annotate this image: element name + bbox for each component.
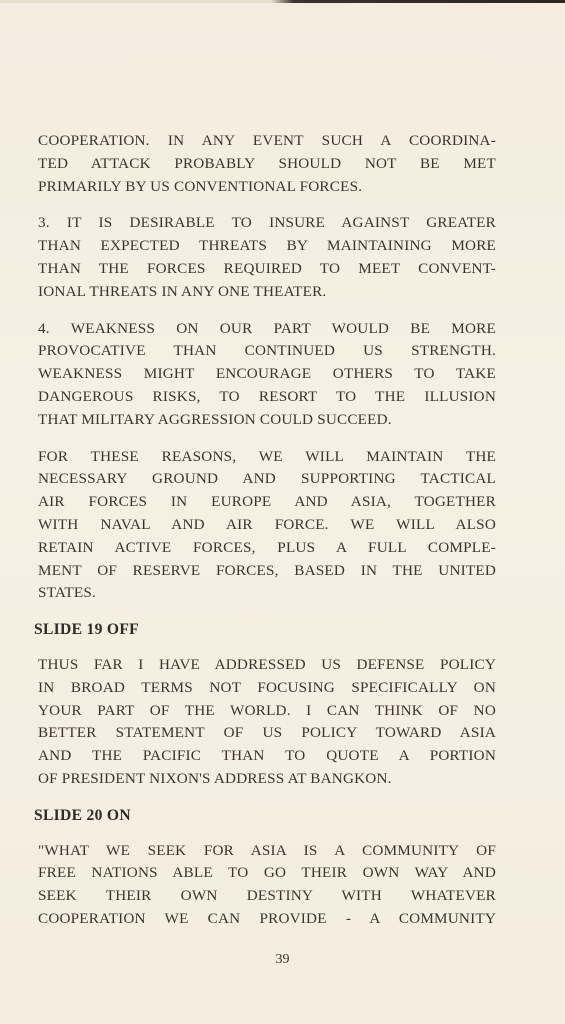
text-line: YOUR PART OF THE WORLD. I CAN THINK OF NO: [38, 701, 496, 719]
text-line: PROVOCATIVE THAN CONTINUED US STRENGTH.: [38, 342, 496, 360]
text-line: SEEK THEIR OWN DESTINY WITH WHATEVER: [38, 887, 496, 905]
text-line: OF PRESIDENT NIXON'S ADDRESS AT BANGKON.: [38, 769, 392, 787]
text-line: FREE NATIONS ABLE TO GO THEIR OWN WAY AND: [38, 864, 496, 882]
paragraph-3: [38, 318, 496, 432]
text-line: DANGEROUS RISKS, TO RESORT TO THE ILLUSION: [38, 387, 496, 405]
text-line: AIR FORCES IN EUROPE AND ASIA, TOGETHER: [38, 493, 496, 511]
text-line: COOPERATION WE CAN PROVIDE - A COMMUNITY: [38, 909, 496, 927]
text-line: IONAL THREATS IN ANY ONE THEATER.: [38, 282, 327, 300]
text-line: MENT OF RESERVE FORCES, BASED IN THE UNITED: [38, 561, 496, 579]
text-line: PRIMARILY BY US CONVENTIONAL FORCES.: [38, 177, 363, 195]
text-line: FOR THESE REASONS, WE WILL MAINTAIN THE: [38, 447, 496, 465]
slide-19-cue: SLIDE 19 OFF: [34, 621, 139, 639]
page-top-edge: [0, 0, 565, 3]
text-line: AND THE PACIFIC THAN TO QUOTE A PORTION: [38, 747, 496, 765]
text-line: TED ATTACK PROBABLY SHOULD NOT BE MET: [38, 154, 496, 172]
paragraph-4: [38, 446, 496, 606]
text-line: 4. WEAKNESS ON OUR PART WOULD BE MORE: [38, 319, 496, 337]
slide-20-cue: SLIDE 20 ON: [34, 806, 131, 824]
paragraph-5: [38, 654, 496, 791]
text-line: STATES.: [38, 584, 96, 602]
body-text: [34, 130, 496, 945]
text-line: NECESSARY GROUND AND SUPPORTING TACTICAL: [38, 470, 496, 488]
text-line: "WHAT WE SEEK FOR ASIA IS A COMMUNITY OF: [38, 841, 496, 859]
text-line: 3. IT IS DESIRABLE TO INSURE AGAINST GREATER: [38, 214, 496, 232]
page-number: 39: [275, 952, 290, 967]
text-line: THAN EXPECTED THREATS BY MAINTAINING MORE: [38, 237, 496, 255]
text-line: WITH NAVAL AND AIR FORCE. WE WILL ALSO: [38, 515, 496, 533]
text-line: COOPERATION. IN ANY EVENT SUCH A COORDINA-: [38, 132, 496, 149]
text-line: THUS FAR I HAVE ADDRESSED US DEFENSE POLICY: [38, 655, 496, 673]
text-line: THAN THE FORCES REQUIRED TO MEET CONVENT-: [38, 259, 496, 277]
paragraph-6: [38, 840, 496, 931]
text-line: IN BROAD TERMS NOT FOCUSING SPECIFICALLY ON: [38, 678, 496, 696]
paragraph-2: [38, 212, 496, 303]
text-line: RETAIN ACTIVE FORCES, PLUS A FULL COMPLE-: [38, 538, 496, 556]
text-line: THAT MILITARY AGGRESSION COULD SUCCEED.: [38, 410, 392, 428]
paragraph-1: [38, 130, 496, 198]
text-line: BETTER STATEMENT OF US POLICY TOWARD ASIA: [38, 724, 496, 742]
text-line: WEAKNESS MIGHT ENCOURAGE OTHERS TO TAKE: [38, 365, 496, 383]
